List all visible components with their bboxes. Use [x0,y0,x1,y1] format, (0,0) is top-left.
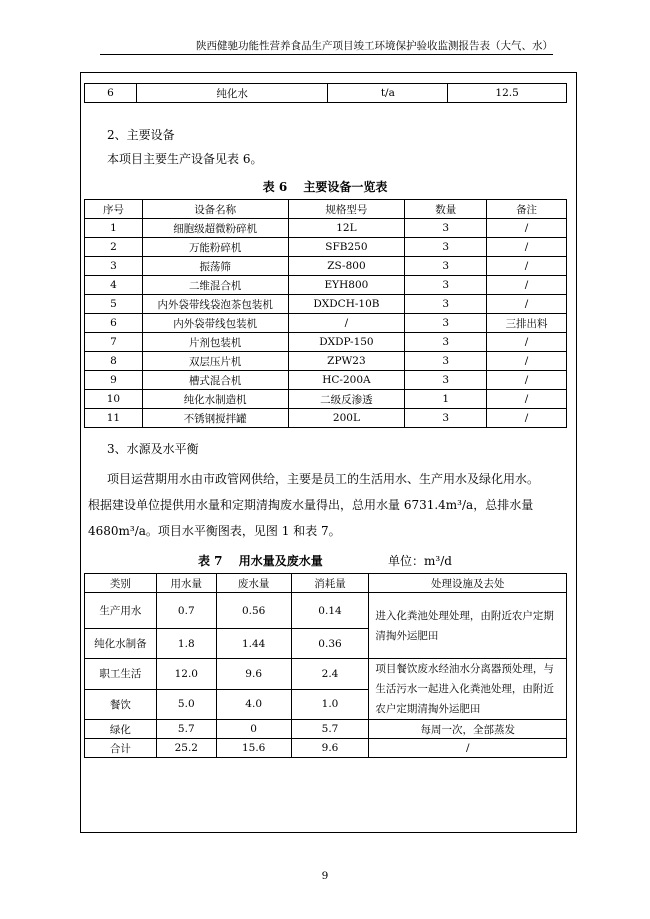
cell: EYH800 [288,276,405,295]
cell: / [487,276,567,295]
table-row [85,238,567,257]
cell: 纯化水 [136,84,328,103]
table-header-row [85,200,567,219]
continued-table [84,83,567,103]
cell: 25.2 [156,739,216,758]
cell: / [487,257,567,276]
cell: 9 [85,371,143,390]
cell: 2 [85,238,143,257]
cell: 8 [85,352,143,371]
water-para-1: 项目运营期用水由市政管网供给，主要是员工的生活用水、生产用水及绿化用水。 [107,472,540,486]
cell: 3 [405,352,487,371]
cell: 职工生活 [85,659,157,690]
table7-unit: 单位：m³/d [388,554,452,568]
cell: 11 [85,409,143,428]
treatment-desc-greening: 每周一次，全部蒸发 [369,720,567,739]
table-row [85,295,567,314]
cell: 3 [405,219,487,238]
section-heading-water: 3、水源及水平衡 [107,442,199,456]
equipment-intro: 本项目主要生产设备见表 6。 [107,152,263,166]
equipment-table [84,199,567,428]
report-title: 陕西健驰功能性营养食品生产项目竣工环境保护验收监测报告表（大气、水） [196,40,553,52]
treatment-desc-total: / [369,739,567,758]
cell: 三排出料 [487,314,567,333]
table-row [85,333,567,352]
cell: 0.7 [156,593,216,629]
table7-caption: 表 7 用水量及废水量 [198,554,323,568]
cell: 餐饮 [85,689,157,720]
page-number: 9 [321,870,329,882]
column-header: 备注 [487,200,567,219]
table-row [85,593,567,629]
column-header: 设备名称 [142,200,288,219]
page-header [100,38,553,55]
column-header: 数量 [405,200,487,219]
water-para-3: 4680m³/a。项目水平衡图表，见图 1 和表 7。 [88,524,341,538]
cell: 15.6 [216,739,291,758]
cell: 1.8 [156,629,216,659]
cell: 5.0 [156,689,216,720]
cell: 纯化水制备 [85,629,157,659]
cell: 内外袋带线包装机 [142,314,288,333]
cell: 9.6 [216,659,291,690]
cell: / [487,295,567,314]
cell: 内外袋带线袋泡茶包装机 [142,295,288,314]
section-heading-equipment: 2、主要设备 [107,128,175,142]
cell: 3 [405,276,487,295]
cell: 4 [85,276,143,295]
cell: 5.7 [156,720,216,739]
water-balance-table [84,573,567,758]
cell: / [487,409,567,428]
cell: 3 [405,371,487,390]
cell: 6 [85,84,137,103]
cell: SFB250 [288,238,405,257]
cell: / [487,371,567,390]
table-row [85,352,567,371]
cell: t/a [328,84,448,103]
cell: ZS-800 [288,257,405,276]
cell: 振荡筛 [142,257,288,276]
column-header: 序号 [85,200,143,219]
cell: 3 [405,314,487,333]
table6-caption: 表 6 主要设备一览表 [262,180,388,194]
cell: 二级反渗透 [288,390,405,409]
column-header: 类别 [85,574,157,593]
cell: 200L [288,409,405,428]
cell: 3 [405,333,487,352]
table-row [85,659,567,690]
cell: 0.14 [291,593,369,629]
cell: 5.7 [291,720,369,739]
cell: 6 [85,314,143,333]
cell: 4.0 [216,689,291,720]
cell: 1.0 [291,689,369,720]
column-header: 用水量 [156,574,216,593]
cell: 1 [405,390,487,409]
treatment-desc-production: 进入化粪池处理处理，由附近农户定期清掏外运肥田 [369,593,567,659]
cell: 不锈钢搅拌罐 [142,409,288,428]
cell: / [487,352,567,371]
cell: 0.56 [216,593,291,629]
column-header: 处理设施及去处 [369,574,567,593]
table-row [85,739,567,758]
cell: 合计 [85,739,157,758]
cell: 7 [85,333,143,352]
cell: 0 [216,720,291,739]
table-row [85,84,567,103]
cell: 槽式混合机 [142,371,288,390]
cell: 3 [405,295,487,314]
cell: 3 [405,238,487,257]
table-row [85,219,567,238]
cell: 12.5 [448,84,567,103]
cell: / [487,333,567,352]
cell: 3 [85,257,143,276]
cell: ZPW23 [288,352,405,371]
cell: 1 [85,219,143,238]
cell: 二维混合机 [142,276,288,295]
table-row [85,371,567,390]
table-row [85,409,567,428]
cell: 5 [85,295,143,314]
cell: 万能粉碎机 [142,238,288,257]
cell: 12.0 [156,659,216,690]
table-row [85,276,567,295]
cell: / [487,219,567,238]
cell: 片剂包装机 [142,333,288,352]
treatment-desc-domestic: 项目餐饮废水经油水分离器预处理，与生活污水一起进入化粪池处理，由附近农户定期清掏外运肥田 [369,659,567,720]
column-header: 消耗量 [291,574,369,593]
cell: 3 [405,409,487,428]
cell: 10 [85,390,143,409]
table-header-row [85,574,567,593]
cell: 1.44 [216,629,291,659]
cell: / [487,238,567,257]
cell: DXDP-150 [288,333,405,352]
table-row [85,257,567,276]
cell: 3 [405,257,487,276]
cell: HC-200A [288,371,405,390]
cell: 绿化 [85,720,157,739]
cell: 双层压片机 [142,352,288,371]
cell: 0.36 [291,629,369,659]
table-row [85,314,567,333]
column-header: 规格型号 [288,200,405,219]
cell: / [487,390,567,409]
cell: 细胞级超微粉碎机 [142,219,288,238]
water-para-2: 根据建设单位提供用水量和定期清掏废水量得出，总用水量 6731.4m³/a，总排水量 [88,498,534,512]
table-row [85,720,567,739]
cell: DXDCH-10B [288,295,405,314]
cell: 纯化水制造机 [142,390,288,409]
cell: / [288,314,405,333]
cell: 2.4 [291,659,369,690]
cell: 9.6 [291,739,369,758]
cell: 生产用水 [85,593,157,629]
table-row [85,390,567,409]
column-header: 废水量 [216,574,291,593]
cell: 12L [288,219,405,238]
